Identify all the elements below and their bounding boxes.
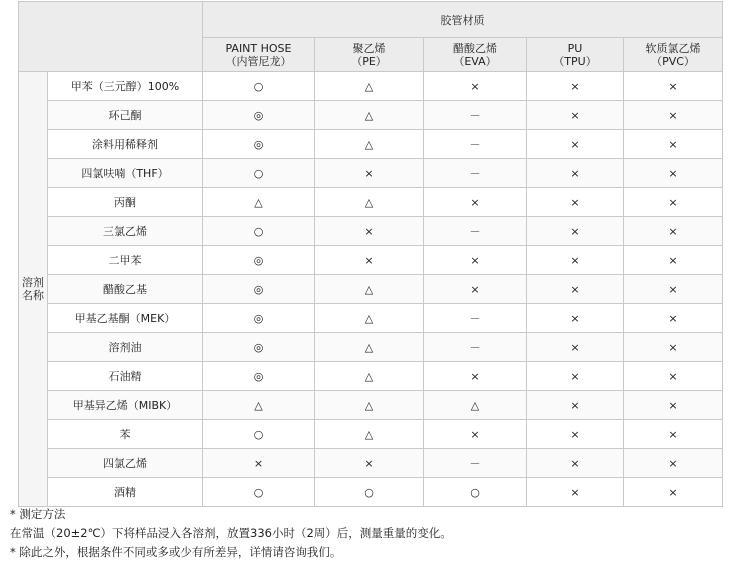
resistance-mark: × [624, 72, 723, 101]
column-header-name: 软质氯乙烯 [645, 41, 701, 55]
resistance-mark: ○ [203, 420, 315, 449]
resistance-mark: × [624, 362, 723, 391]
resistance-mark: △ [315, 304, 424, 333]
column-header [203, 38, 315, 72]
table-row [19, 333, 723, 362]
resistance-mark: △ [315, 333, 424, 362]
resistance-mark: × [624, 391, 723, 420]
solvent-name: 环己酮 [48, 101, 203, 130]
notes-line-3: * 除此之外，根据条件不同或多或少有所差异，详情请咨询我们。 [10, 545, 342, 559]
table-row [19, 246, 723, 275]
resistance-mark: △ [203, 188, 315, 217]
resistance-mark: △ [315, 101, 424, 130]
resistance-mark: － [424, 304, 527, 333]
column-header [527, 38, 624, 72]
resistance-mark: × [624, 188, 723, 217]
resistance-mark: × [624, 217, 723, 246]
resistance-mark: △ [315, 72, 424, 101]
solvent-name: 三氯乙烯 [48, 217, 203, 246]
resistance-mark: × [527, 246, 624, 275]
resistance-mark: × [624, 275, 723, 304]
resistance-mark: － [424, 159, 527, 188]
resistance-mark: × [624, 478, 723, 507]
resistance-mark: × [527, 101, 624, 130]
resistance-mark: × [424, 420, 527, 449]
column-header [624, 38, 723, 72]
solvent-resistance-table [18, 1, 723, 507]
column-header-name: PAINT HOSE [225, 41, 292, 55]
solvent-name: 丙酮 [48, 188, 203, 217]
solvent-name: 苯 [48, 420, 203, 449]
resistance-mark: × [527, 478, 624, 507]
table-row [19, 101, 723, 130]
resistance-mark: × [527, 333, 624, 362]
table-row [19, 304, 723, 333]
resistance-mark: × [624, 333, 723, 362]
resistance-mark: × [315, 449, 424, 478]
solvent-name: 甲基异乙烯（MIBK） [48, 391, 203, 420]
resistance-mark: × [527, 188, 624, 217]
table-row [19, 478, 723, 507]
resistance-mark: △ [315, 130, 424, 159]
resistance-mark: × [527, 362, 624, 391]
solvent-name: 石油精 [48, 362, 203, 391]
solvent-name: 二甲苯 [48, 246, 203, 275]
column-header [315, 38, 424, 72]
table-row [19, 362, 723, 391]
resistance-mark: × [624, 101, 723, 130]
header-title: 胶管材质 [203, 2, 723, 38]
resistance-mark: × [527, 391, 624, 420]
table-row [19, 217, 723, 246]
resistance-mark: × [527, 275, 624, 304]
notes [10, 505, 452, 562]
table-row [19, 188, 723, 217]
resistance-mark: × [424, 188, 527, 217]
resistance-mark: ◎ [203, 304, 315, 333]
table-body [19, 72, 723, 507]
group-label-line: 溶剂 [22, 276, 44, 289]
table-row [19, 72, 723, 101]
column-header [424, 38, 527, 72]
resistance-mark: △ [315, 188, 424, 217]
column-header-name: 聚乙烯 [352, 41, 386, 55]
solvent-name: 醋酸乙基 [48, 275, 203, 304]
header-corner [19, 2, 203, 72]
resistance-mark: × [527, 420, 624, 449]
resistance-mark: ◎ [203, 275, 315, 304]
resistance-mark: × [624, 130, 723, 159]
solvent-name: 甲基乙基酮（MEK） [48, 304, 203, 333]
table-row [19, 391, 723, 420]
solvent-name: 涂料用稀释剂 [48, 130, 203, 159]
column-header-name: 醋酸乙烯 [453, 41, 497, 55]
resistance-mark: ○ [203, 478, 315, 507]
resistance-mark: × [624, 420, 723, 449]
table-row [19, 159, 723, 188]
group-label-line: 名称 [22, 289, 44, 302]
resistance-mark: × [527, 217, 624, 246]
column-header-material: （PVC） [651, 54, 695, 68]
resistance-mark: × [424, 72, 527, 101]
resistance-mark: ◎ [203, 246, 315, 275]
solvent-name: 甲苯（三元醇）100% [48, 72, 203, 101]
table-row [19, 449, 723, 478]
resistance-mark: × [424, 246, 527, 275]
resistance-mark: ◎ [203, 362, 315, 391]
resistance-mark: ◎ [203, 130, 315, 159]
notes-line-2: 在常温（20±2℃）下将样品浸入各溶剂，放置336小时（2周）后，测量重量的变化。 [10, 526, 452, 540]
resistance-mark: △ [315, 420, 424, 449]
resistance-mark: ○ [315, 478, 424, 507]
resistance-mark: × [203, 449, 315, 478]
column-header-material: （PE） [351, 54, 387, 68]
solvent-name: 四氯呋喃（THF） [48, 159, 203, 188]
resistance-mark: － [424, 449, 527, 478]
resistance-mark: × [527, 449, 624, 478]
solvent-name: 溶剂油 [48, 333, 203, 362]
resistance-mark: × [315, 217, 424, 246]
resistance-mark: × [624, 304, 723, 333]
resistance-mark: × [424, 362, 527, 391]
resistance-mark: ○ [424, 478, 527, 507]
resistance-mark: × [527, 130, 624, 159]
resistance-mark: ○ [203, 72, 315, 101]
resistance-mark: △ [203, 391, 315, 420]
resistance-mark: × [527, 72, 624, 101]
resistance-mark: △ [315, 275, 424, 304]
resistance-mark: ◎ [203, 333, 315, 362]
column-header-material: （EVA） [453, 54, 497, 68]
resistance-mark: △ [315, 391, 424, 420]
table-row [19, 420, 723, 449]
group-label [19, 72, 48, 507]
resistance-mark: － [424, 217, 527, 246]
column-header-name: PU [567, 41, 583, 55]
column-header-material: （TPU） [553, 54, 597, 68]
solvent-name: 酒精 [48, 478, 203, 507]
resistance-mark: × [624, 159, 723, 188]
resistance-mark: × [315, 246, 424, 275]
header-row-1 [19, 2, 723, 38]
resistance-mark: ○ [203, 159, 315, 188]
resistance-mark: ○ [203, 217, 315, 246]
resistance-mark: × [527, 159, 624, 188]
resistance-mark: × [624, 449, 723, 478]
resistance-mark: － [424, 101, 527, 130]
resistance-mark: △ [424, 391, 527, 420]
resistance-mark: △ [315, 362, 424, 391]
notes-line-1: * 测定方法 [10, 507, 66, 521]
resistance-mark: × [424, 275, 527, 304]
resistance-mark: × [624, 246, 723, 275]
resistance-mark: － [424, 333, 527, 362]
resistance-mark: × [527, 304, 624, 333]
resistance-mark: × [315, 159, 424, 188]
table-row [19, 130, 723, 159]
resistance-mark: ◎ [203, 101, 315, 130]
solvent-name: 四氯乙烯 [48, 449, 203, 478]
table-row [19, 275, 723, 304]
column-header-material: （内管尼龙） [225, 54, 292, 68]
resistance-mark: － [424, 130, 527, 159]
